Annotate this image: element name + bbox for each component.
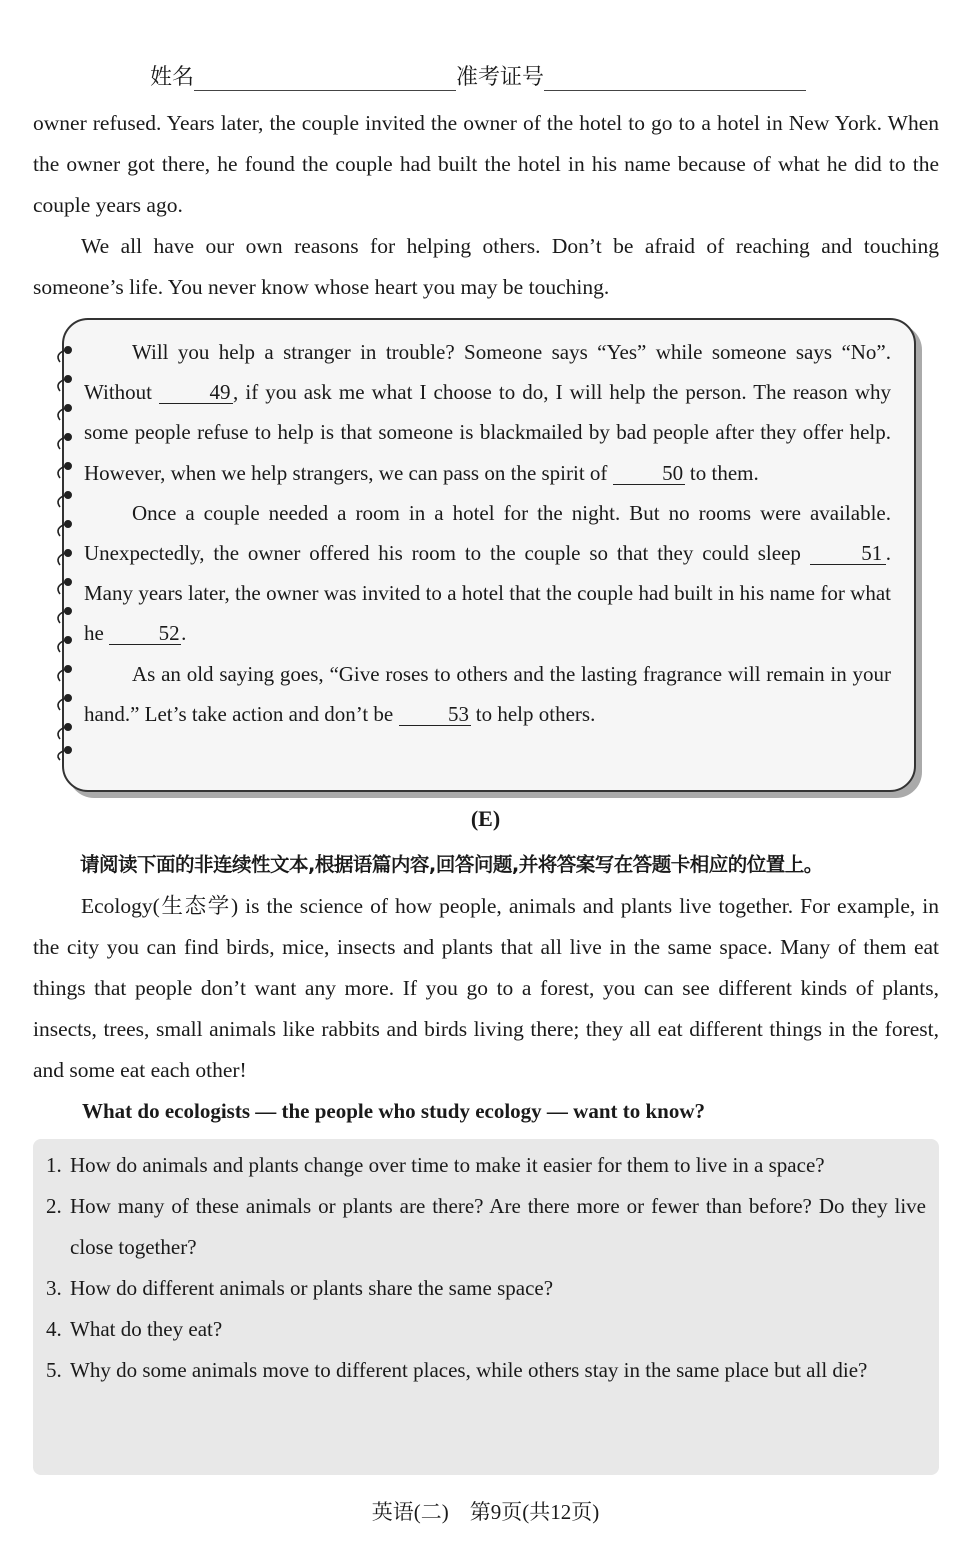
question-item: 1. How do animals and plants change over time to make it easier for them to live in a space?	[46, 1153, 825, 1177]
questions-list	[46, 1145, 926, 1391]
name-label: 姓名	[150, 64, 195, 89]
blank-53[interactable]: 53	[399, 703, 471, 726]
question-item: 5. Why do some animals move to different places, while others stay in the same place but all die?	[46, 1358, 868, 1382]
question-item: 4. What do they eat?	[46, 1317, 223, 1341]
ecologists-question-heading: What do ecologists — the people who study ecology — want to know?	[82, 1099, 706, 1123]
summary-paragraph-2: Once a couple needed a room in a hotel for the night. But no rooms were available. Unexpectedly, the owner offered his room to the couple so that they could sleep 51 . Many years later, the owner was invited to a hotel that the couple had built in his name for what he 52.	[84, 500, 891, 646]
summary-text	[84, 332, 891, 734]
blank-51[interactable]: 51	[810, 542, 886, 565]
passage-paragraph-2: We all have our own reasons for helping others. Don’t be afraid of reaching and touching someone’s life. You never know whose heart you may be touching.	[33, 234, 939, 299]
blank-49[interactable]: 49	[159, 381, 233, 404]
blank-52[interactable]: 52	[109, 622, 181, 645]
section-e-instruction: 请阅读下面的非连续性文本,根据语篇内容,回答问题,并将答案写在答题卡相应的位置上。	[80, 853, 823, 876]
exam-id-label: 准考证号	[456, 64, 545, 89]
passage-paragraph-1: owner refused. Years later, the couple invited the owner of the hotel to go to a hotel in New York. When the owner got there, he found the couple had built the hotel in his name because of what he did to the couple years ago.	[33, 111, 939, 217]
ecology-intro-paragraph: Ecology(生态学) is the science of how people, animals and plants live together. For example, in the city you can find birds, mice, insects and plants that all live in the same space. Many of them eat things that people don’t want any more. If you go to a forest, you can see different kinds of plants, insects, trees, small animals like rabbits and birds living there; they all eat different things in the forest, and some eat each other!	[33, 894, 939, 1082]
question-item: 3. How do different animals or plants share the same space?	[46, 1276, 554, 1300]
section-e-title: (E)	[470, 806, 501, 831]
question-item: 2. How many of these animals or plants are there? Are there more or fewer than before? Do they live close together?	[46, 1194, 926, 1259]
name-line	[194, 64, 456, 91]
summary-paragraph-1: Will you help a stranger in trouble? Someone says “Yes” while someone says “No”. Without 49 , if you ask me what I choose to do, I will help the person. The reason why some people refuse to help is that someone is blackmailed by bad people after they offer help. However, when we help strangers, we can pass on the spirit of 50 to them.	[84, 340, 891, 485]
candidate-info-header	[150, 60, 806, 91]
summary-paragraph-3: As an old saying goes, “Give roses to others and the lasting fragrance will remain in your hand.” Let’s take action and don’t be 53 to help others.	[84, 661, 891, 726]
blank-50[interactable]: 50	[613, 462, 685, 485]
page-footer: 英语(二) 第9页(共12页)	[371, 1500, 600, 1524]
exam-id-line	[544, 64, 806, 91]
notebook-spiral-binding	[48, 342, 78, 762]
